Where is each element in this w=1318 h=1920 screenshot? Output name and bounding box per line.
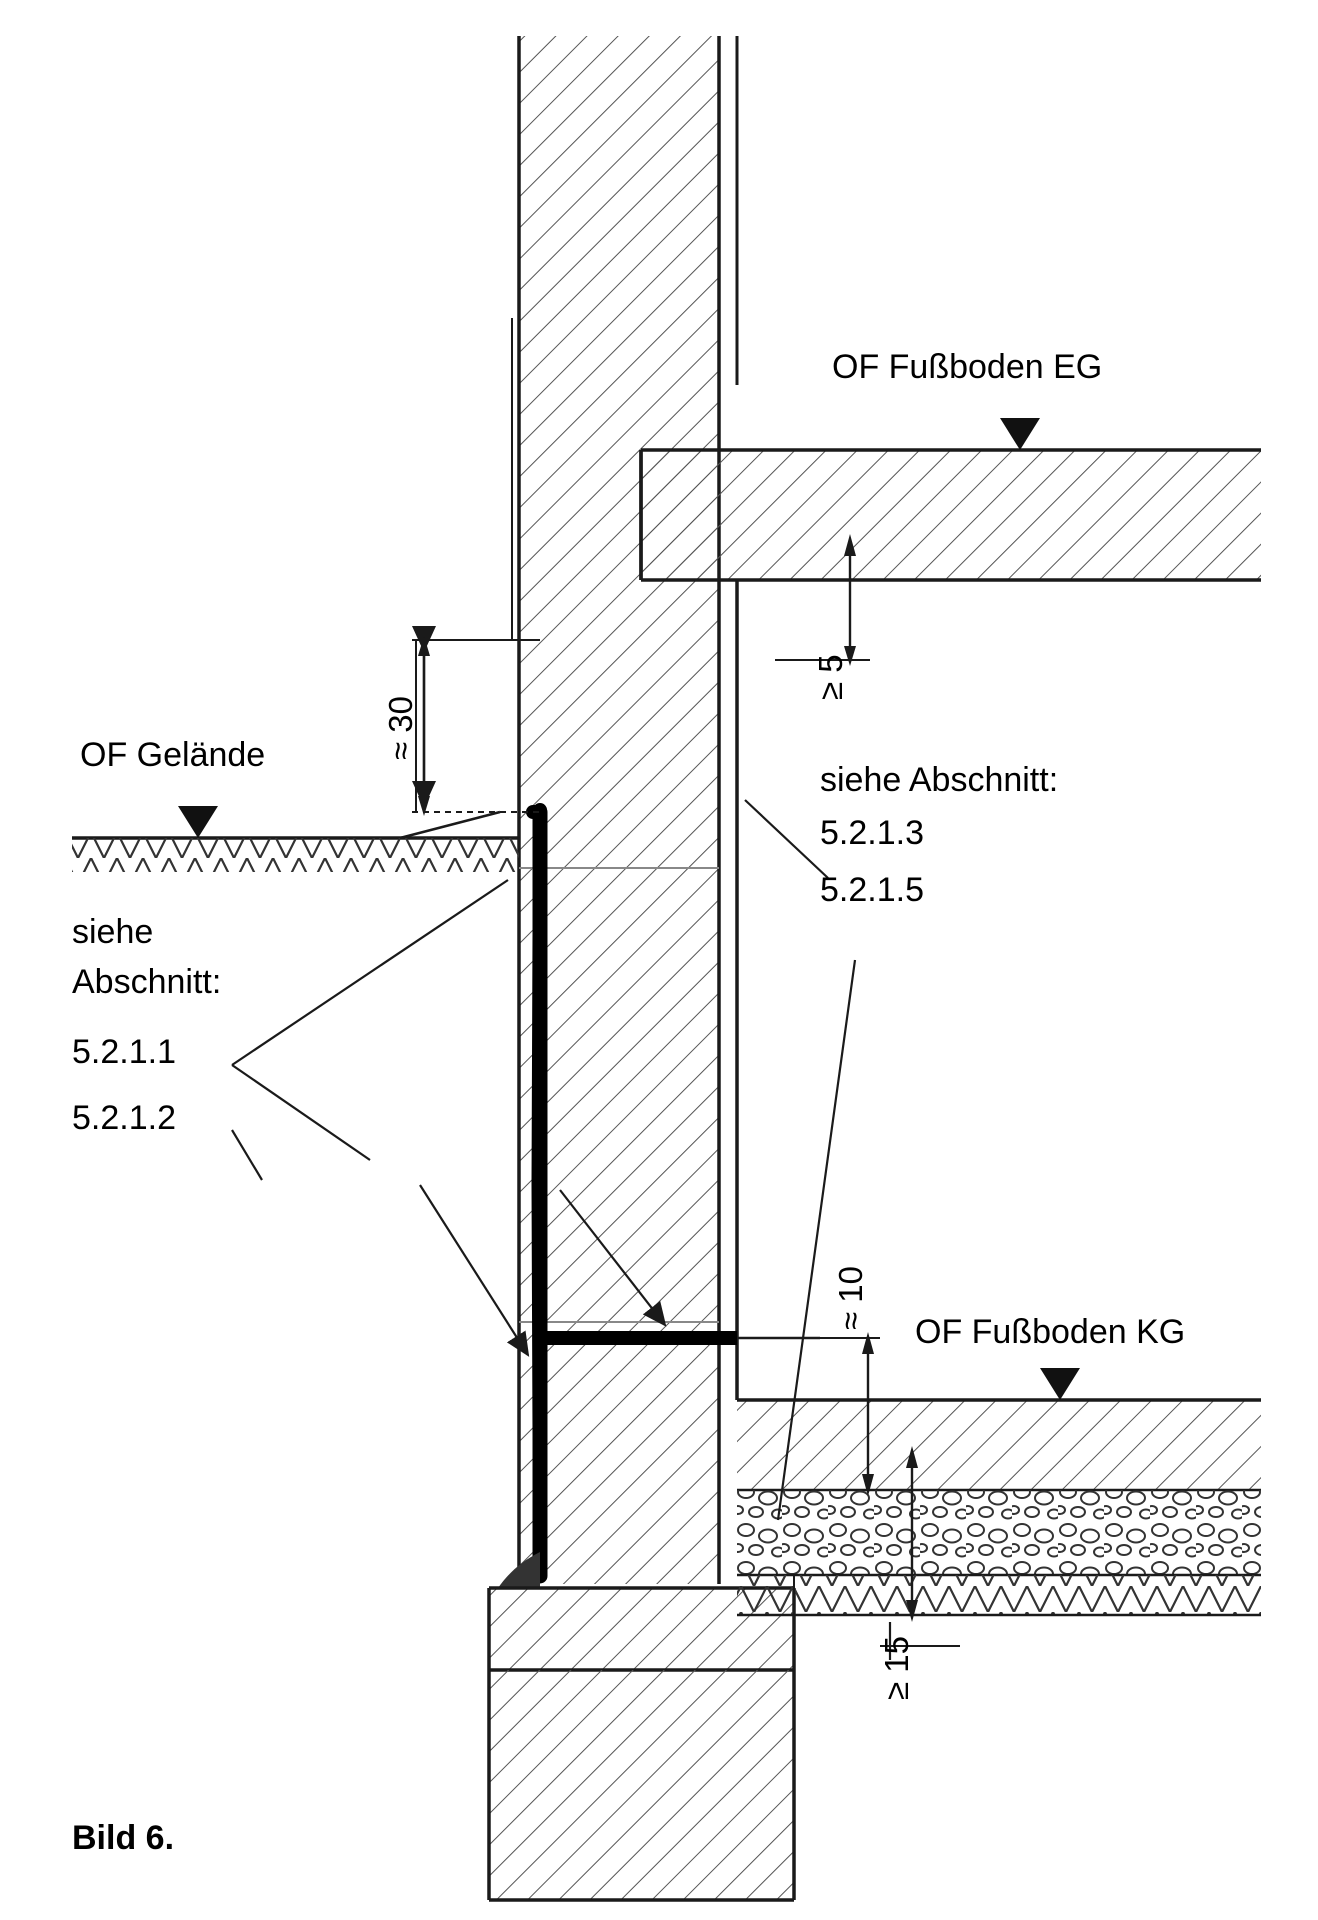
label-abschnitt-5-2-1-1: 5.2.1.1 bbox=[72, 1033, 176, 1071]
dimension-label-5: ≥ 5 bbox=[812, 654, 849, 700]
label-abschnitt-5-2-1-5: 5.2.1.5 bbox=[820, 871, 924, 909]
label-of-fussboden-kg: OF Fußboden KG bbox=[915, 1313, 1186, 1351]
label-of-gelaende: OF Gelände bbox=[80, 736, 266, 774]
label-of-fussboden-eg: OF Fußboden EG bbox=[832, 348, 1103, 386]
label-siehe-left-line2: Abschnitt: bbox=[72, 963, 222, 1001]
label-siehe-left-line1: siehe bbox=[72, 913, 154, 951]
ground-floor-slab bbox=[641, 450, 1261, 580]
figure-caption: Bild 6. bbox=[72, 1819, 175, 1857]
label-siehe-abschnitt-right: siehe Abschnitt: bbox=[820, 761, 1059, 799]
level-marker-eg bbox=[1000, 418, 1040, 450]
label-abschnitt-5-2-1-3: 5.2.1.3 bbox=[820, 814, 924, 852]
dimension-label-15: ≥ 15 bbox=[878, 1636, 915, 1700]
wall-section bbox=[519, 36, 737, 1584]
cellar-floor-buildup bbox=[737, 1400, 1261, 1615]
foundation-footing bbox=[489, 1588, 794, 1900]
terrain-surface bbox=[72, 812, 519, 872]
dimension-label-10: ≈ 10 bbox=[832, 1266, 869, 1330]
label-abschnitt-5-2-1-2: 5.2.1.2 bbox=[72, 1099, 176, 1137]
level-marker-kg bbox=[1040, 1368, 1080, 1400]
dimension-label-30: ≈ 30 bbox=[382, 696, 419, 760]
level-marker-gelaende bbox=[178, 806, 218, 838]
